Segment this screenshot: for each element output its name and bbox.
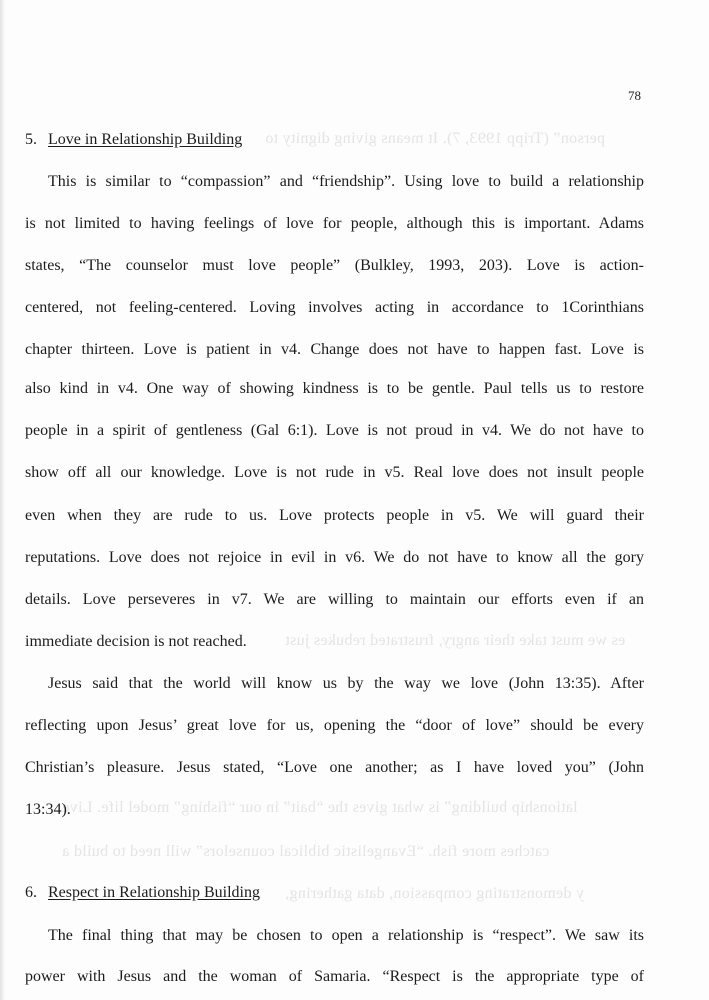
paragraph-line: people in a spirit of gentleness (Gal 6:1). Love is not proud in v4. We do not have to: [25, 422, 644, 439]
paragraph-line: This is similar to “compassion” and “friendship”. Using love to build a relationship: [48, 173, 644, 190]
paragraph-line: reflecting upon Jesus’ great love for us, opening the “door of love” should be every: [25, 717, 644, 734]
section-number: 5.: [25, 131, 37, 148]
paragraph-line: reputations. Love does not rejoice in evil in v6. We do not have to know all the gory: [25, 549, 644, 566]
paragraph-line: also kind in v4. One way of showing kindness is to be gentle. Paul tells us to restore: [25, 380, 644, 397]
paragraph-line: even when they are rude to us. Love protects people in v5. We will guard their: [25, 507, 644, 524]
paragraph-line: states, “The counselor must love people” (Bulkley, 1993, 203). Love is action-: [25, 257, 644, 274]
section-heading-love: [25, 131, 242, 149]
paragraph-line: chapter thirteen. Love is patient in v4. Change does not have to happen fast. Love is: [25, 341, 644, 358]
paragraph-line: show off all our knowledge. Love is not rude in v5. Real love does not insult people: [25, 464, 644, 481]
paragraph-line: is not limited to having feelings of love for people, although this is important. Adams: [25, 215, 644, 232]
section-number: 6.: [25, 884, 37, 901]
paragraph-line: The final thing that may be chosen to open a relationship is “respect”. We saw its: [48, 927, 644, 944]
paragraph-line: immediate decision is not reached.: [25, 633, 247, 650]
bleed-through-text: catches more fish. “Evangelistic biblical counselors” will need to build a: [62, 843, 550, 860]
page-edge-shadow: [0, 0, 5, 1000]
paragraph-line: Christian’s pleasure. Jesus stated, “Love one another; as I have loved you” (John: [25, 759, 644, 776]
bleed-through-text: lationship building” is what gives the “bait” in our “fishing” model life. Live: [62, 799, 578, 816]
section-title: Respect in Relationship Building: [48, 884, 260, 901]
paragraph-line: power with Jesus and the woman of Samaria. “Respect is the appropriate type of: [25, 968, 644, 985]
bleed-through-text: es we must take their angry, frustrated rebukes just: [285, 632, 626, 649]
paragraph-line: centered, not feeling-centered. Loving involves acting in accordance to 1Corinthians: [25, 299, 644, 316]
section-title: Love in Relationship Building: [48, 131, 243, 148]
paragraph-line: 13:34).: [25, 801, 71, 818]
section-heading-respect: [25, 884, 260, 902]
page-number: 78: [628, 88, 641, 103]
bleed-through-text: person” (Tripp 1993, 7). It means giving dignity to: [265, 130, 606, 147]
paragraph-line: details. Love perseveres in v7. We are willing to maintain our efforts even if an: [25, 591, 644, 608]
paragraph-line: Jesus said that the world will know us by the way we love (John 13:35). After: [48, 675, 644, 692]
bleed-through-text: y demonstrating compassion, data gathering,: [285, 885, 585, 902]
